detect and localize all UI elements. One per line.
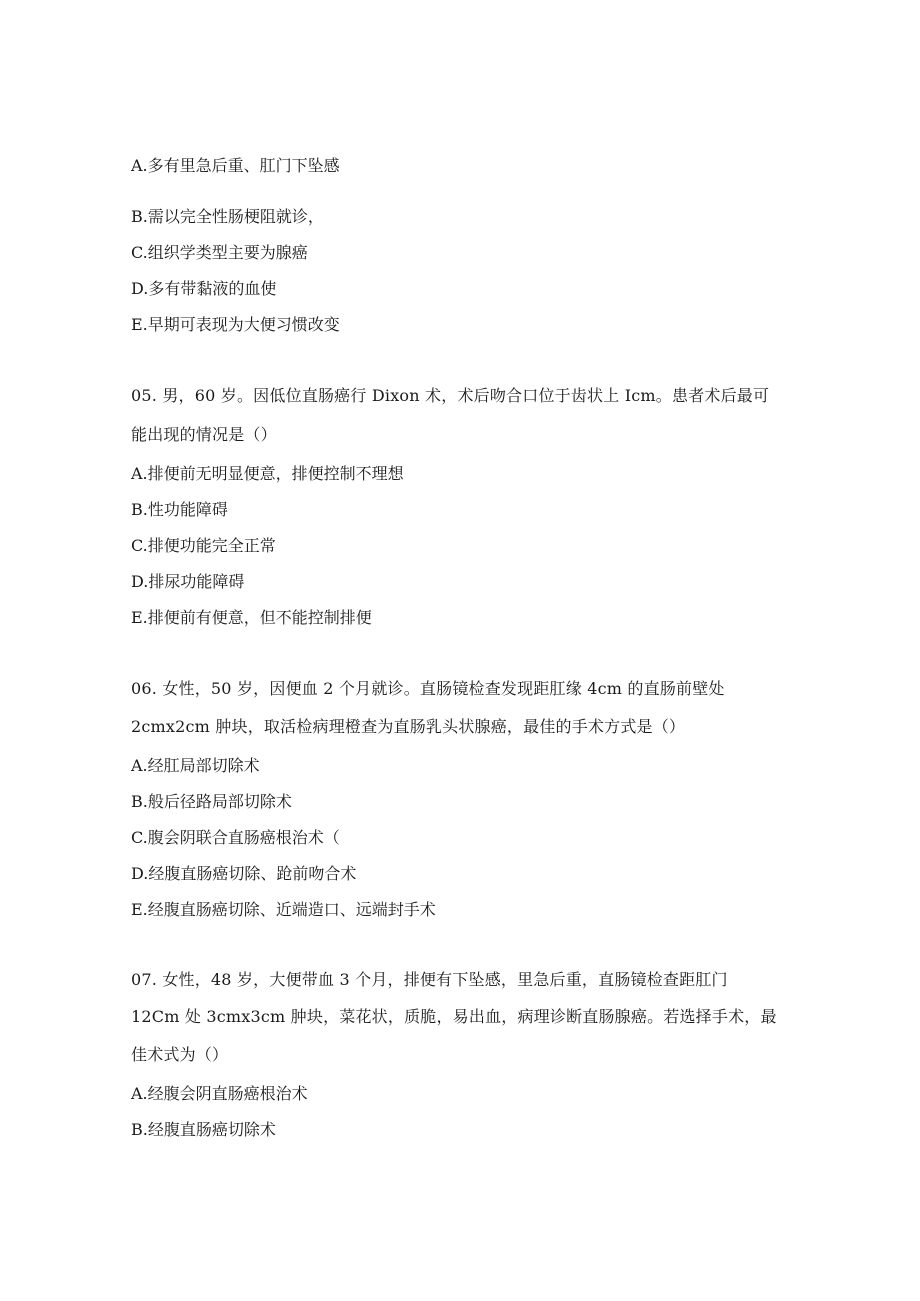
question-07-stem-cont: 12Cm 处 3cmx3cm 肿块，菜花状，质脆，易出血，病理诊断直肠腺癌。若选择手术，最 — [131, 1007, 777, 1026]
question-06-stem: 06. 女性，50 岁，因便血 2 个月就诊。直肠镜检查发现距肛缘 4cm 的直肠前壁处 — [131, 679, 725, 698]
option-b: B.需以完全性肠梗阻就诊， — [131, 207, 324, 226]
option-e: E.早期可表现为大便习惯改变 — [131, 315, 340, 334]
question-07-stem: 07. 女性，48 岁，大便带血 3 个月，排便有下坠感，里急后重，直肠镜检查距肛门 — [131, 970, 728, 989]
option-c: C.排便功能完全正常 — [131, 536, 276, 555]
question-07-stem-cont-2: 佳术式为（） — [131, 1045, 229, 1064]
option-d: D.排尿功能障碍 — [131, 572, 245, 591]
option-b: B.般后径路局部切除术 — [131, 792, 292, 811]
option-c: C.组织学类型主要为腺癌 — [131, 243, 308, 262]
question-05-stem-cont: 能出现的情况是（） — [131, 425, 277, 444]
option-b: B.经腹直肠癌切除术 — [131, 1120, 276, 1139]
option-a: A.经肛局部切除术 — [131, 756, 260, 775]
option-a: A.多有里急后重、肛门下坠感 — [131, 156, 340, 175]
question-05-stem: 05. 男，60 岁。因低位直肠癌行 Dixon 术，术后吻合口位于齿状上 Icm。患者术后最可 — [131, 386, 770, 405]
option-b: B.性功能障碍 — [131, 500, 228, 519]
question-06-stem-cont: 2cmx2cm 肿块，取活检病理橙查为直肠乳头状腺癌，最佳的手术方式是（） — [131, 717, 686, 736]
option-e: E.排便前有便意，但不能控制排便 — [131, 608, 372, 627]
option-e: E.经腹直肠癌切除、近端造口、远端封手术 — [131, 900, 436, 919]
option-d: D.多有带黏液的血使 — [131, 279, 277, 298]
option-d: D.经腹直肠癌切除、跄前吻合术 — [131, 864, 357, 883]
option-c: C.腹会阴联合直肠癌根治术（ — [131, 828, 340, 847]
option-a: A.经腹会阴直肠癌根治术 — [131, 1084, 308, 1103]
option-a: A.排便前无明显便意，排便控制不理想 — [131, 464, 404, 483]
